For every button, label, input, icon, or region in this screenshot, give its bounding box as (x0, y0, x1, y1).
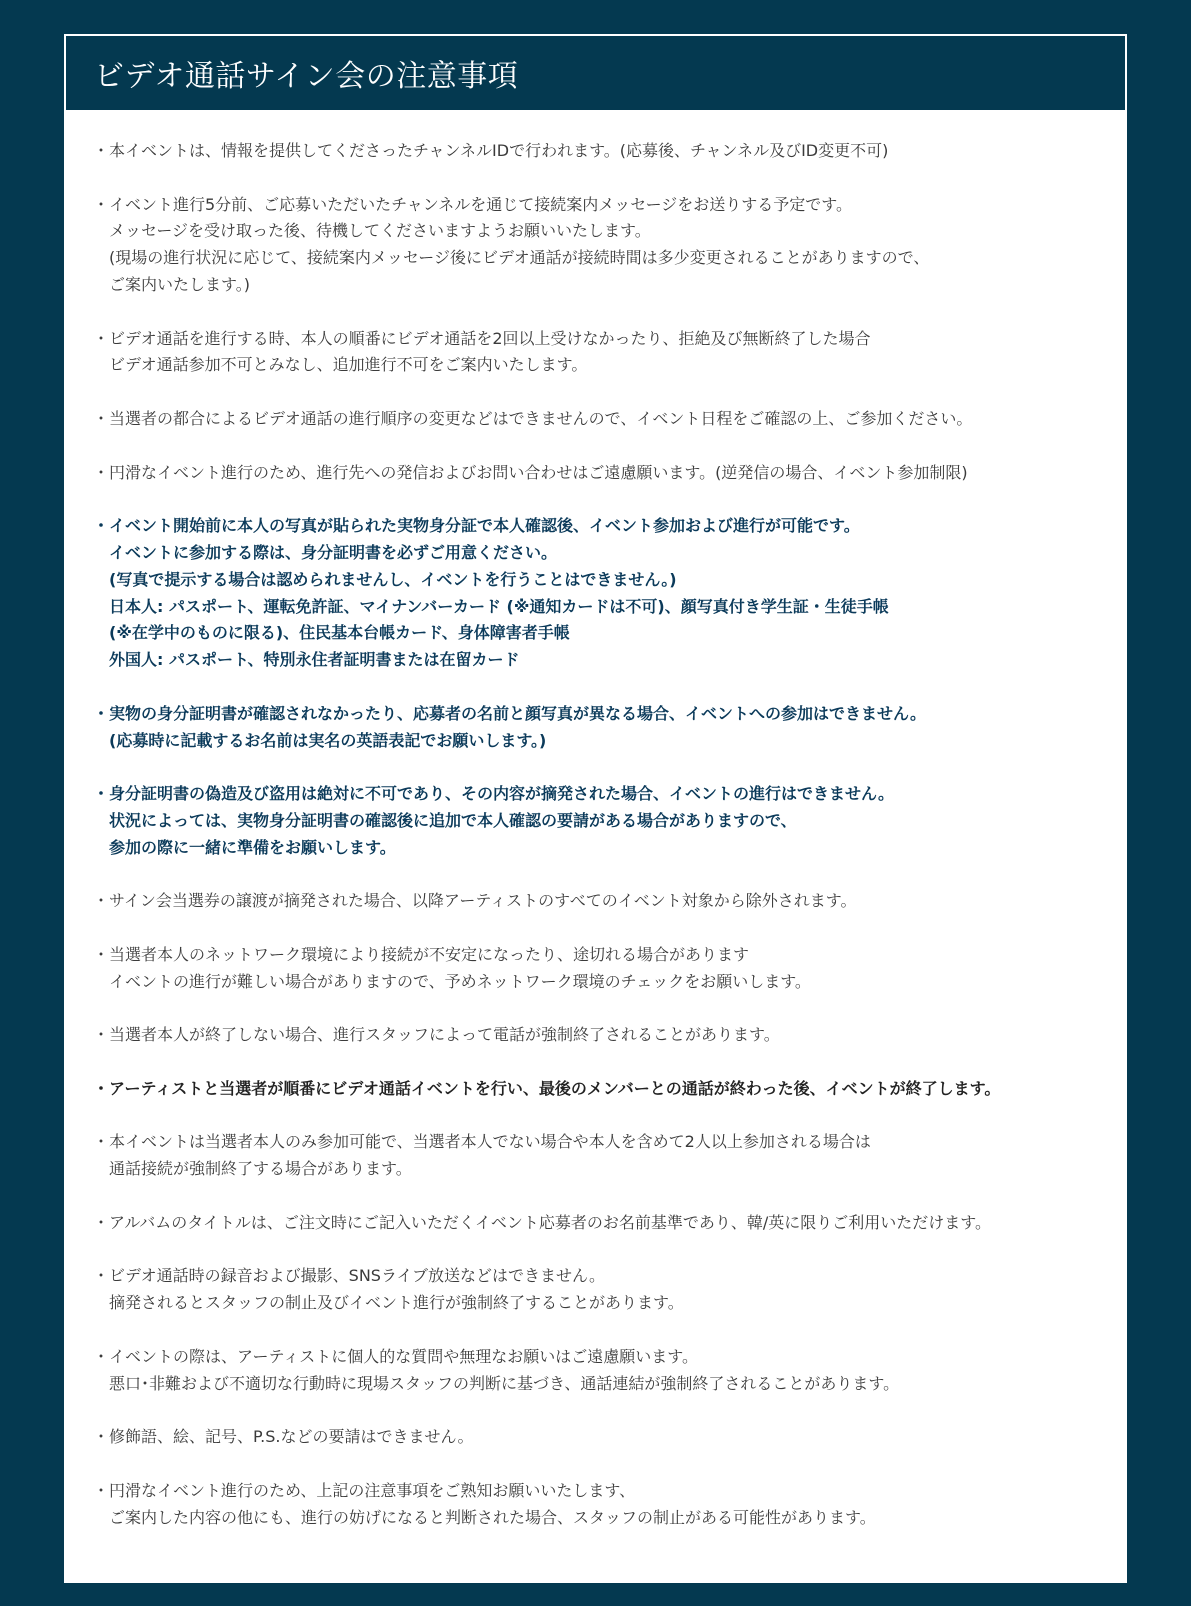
notice-line: (応募時に記載するお名前は実名の英語表記でお願いします。) (93, 730, 547, 750)
notice-line: 悪口･非難および不適切な行動時に現場スタッフの判断に基づき、通話連結が強制終了されることがあります。 (93, 1373, 900, 1393)
notice-line: ・本イベントは、情報を提供してくださったチャンネルIDで行われます。(応募後、チャンネル及びID変更不可) (93, 141, 889, 160)
notice-item (93, 1022, 1125, 1049)
notice-line: ・修飾語、絵、記号、P.S.などの要請はできません。 (93, 1427, 474, 1447)
notice-item (93, 1076, 1125, 1103)
notice-item (93, 406, 1125, 433)
notice-line: イベントに参加する際は、身分証明書を必ずご用意ください。 (93, 542, 558, 562)
notice-item (93, 888, 1125, 915)
notice-line: ・ビデオ通話時の録音および撮影、SNSライブ放送などはできません。 (93, 1266, 605, 1286)
notice-line: ご案内いたします。) (93, 274, 250, 294)
notice-item (93, 1478, 1125, 1532)
notice-line: ・身分証明書の偽造及び盗用は絶対に不可であり、その内容が摘発された場合、イベントの進行はできません。 (93, 784, 894, 804)
notice-item (93, 460, 1125, 487)
notice-line: ・円滑なイベント進行のため、上記の注意事項をご熟知お願いいたします、 (93, 1480, 636, 1500)
notice-line: 日本人: パスポート、運転免許証、マイナンバーカード (※通知カードは不可)、顔写真付き学生証・生徒手帳 (93, 596, 889, 616)
notice-line: (※在学中のものに限る)、住民基本台帳カード、身体障害者手帳 (93, 623, 570, 643)
notice-line: 外国人: パスポート、特別永住者証明書または在留カード (93, 650, 520, 670)
notice-item (93, 1424, 1125, 1451)
notice-line: ・イベント開始前に本人の写真が貼られた実物身分証で本人確認後、イベント参加および進行が可能です。 (93, 516, 860, 536)
notice-line: メッセージを受け取った後、待機してくださいますようお願いいたします。 (93, 221, 651, 241)
notice-line: 状況によっては、実物身分証明書の確認後に追加で本人確認の要請がある場合がありますので、 (93, 810, 797, 830)
notice-line: ビデオ通話参加不可とみなし、追加進行不可をご案内いたします。 (93, 355, 588, 375)
notice-item (93, 1210, 1125, 1237)
notice-item (93, 942, 1125, 996)
notice-line: ・当選者本人が終了しない場合、進行スタッフによって電話が強制終了されることがあります。 (93, 1025, 780, 1045)
notice-item (93, 326, 1125, 380)
notice-header (66, 36, 1125, 110)
notice-line: ・当選者の都合によるビデオ通話の進行順序の変更などはできませんので、イベント日程をご確認の上、ご参加ください。 (93, 408, 973, 428)
notice-item (93, 513, 1125, 674)
notice-line: ・アーティストと当選者が順番にビデオ通話イベントを行い、最後のメンバーとの通話が終わった後、イベントが終了します。 (93, 1078, 1001, 1098)
notice-line: ・当選者本人のネットワーク環境により接続が不安定になったり、途切れる場合があります (93, 944, 750, 964)
notice-item (93, 1129, 1125, 1183)
notice-line: (現場の進行状況に応じて、接続案内メッセージ後にビデオ通話が接続時間は多少変更されることがありますので、 (93, 248, 930, 268)
notice-line: ・本イベントは当選者本人のみ参加可能で、当選者本人でない場合や本人を含めて2人以上参加される場合は (93, 1132, 871, 1152)
notice-line: 参加の際に一緒に準備をお願いします。 (93, 837, 396, 857)
notice-line: ・サイン会当選券の譲渡が摘発された場合、以降アーティストのすべてのイベント対象から除外されます。 (93, 891, 857, 911)
notice-item (93, 1344, 1125, 1398)
notice-line: ・実物の身分証明書が確認されなかったり、応募者の名前と顔写真が異なる場合、イベントへの参加はできません。 (93, 703, 926, 723)
notice-line: ・イベントの際は、アーティストに個人的な質問や無理なお願いはご遠慮願います。 (93, 1346, 698, 1366)
notice-item (93, 781, 1125, 861)
notice-list (66, 110, 1125, 1531)
notice-line: (写真で提示する場合は認められませんし、イベントを行うことはできません。) (93, 569, 677, 589)
notice-line: 通話接続が強制終了する場合があります。 (93, 1159, 412, 1179)
notice-line: イベントの進行が難しい場合がありますので、予めネットワーク環境のチェックをお願いします。 (93, 971, 811, 991)
notice-line: ・イベント進行5分前、ご応募いただいたチャンネルを通じて接続案内メッセージをお送りする予定です。 (93, 194, 852, 214)
notice-line: 摘発されるとスタッフの制止及びイベント進行が強制終了することがあります。 (93, 1293, 684, 1313)
notice-item (93, 138, 1125, 165)
notice-item (93, 1263, 1125, 1317)
notice-item (93, 192, 1125, 299)
notice-line: ・円滑なイベント進行のため、進行先への発信およびお問い合わせはご遠慮願います。(逆発信の場合、イベント参加制限) (93, 462, 968, 482)
notice-line: ご案内した内容の他にも、進行の妨げになると判断された場合、スタッフの制止がある可能性があります。 (93, 1507, 876, 1527)
notice-card (64, 34, 1127, 1583)
notice-item (93, 701, 1125, 755)
notice-line: ・アルバムのタイトルは、ご注文時にご記入いただくイベント応募者のお名前基準であり、韓/英に限りご利用いただけます。 (93, 1212, 992, 1232)
page-title: ビデオ通話サイン会の注意事項 (94, 59, 519, 94)
notice-line: ・ビデオ通話を進行する時、本人の順番にビデオ通話を2回以上受けなかったり、拒絶及び無断終了した場合 (93, 328, 871, 348)
